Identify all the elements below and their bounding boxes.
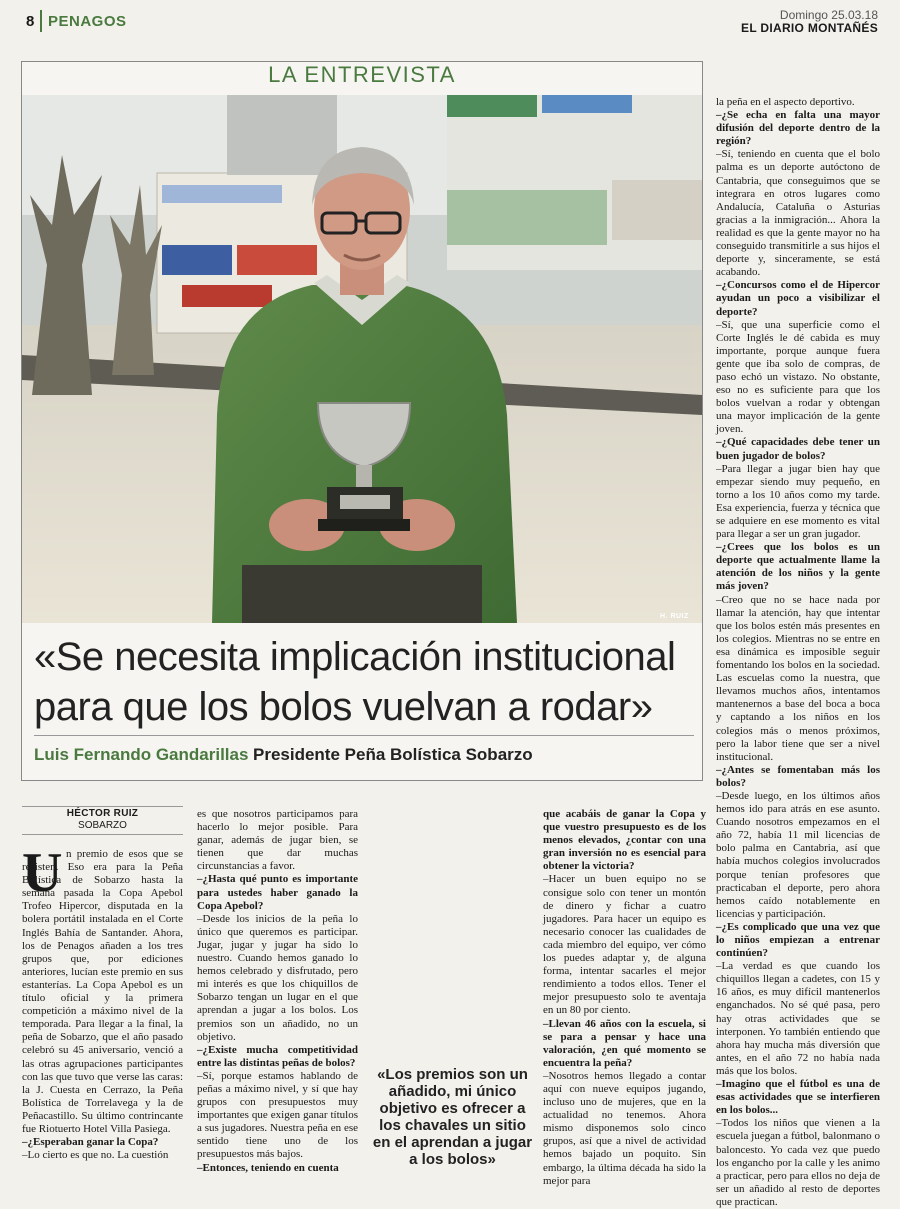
body-column-3 [543,808,706,1188]
pull-quote: «Los premios son un añadido, mi único objetivo es ofrecer a los chavales un sitio en el aprendan a jugar a los bolos» [372,1066,533,1168]
answer-paragraph: –Lo cierto es que no. La cuestión [22,1149,169,1162]
photo-credit: H. RUIZ [660,613,689,620]
headline-rule [34,735,694,736]
question-paragraph: –¿Existe mucha competitividad entre las distintas peñas de bolos? [197,1043,358,1069]
answer-paragraph: es que nosotros participamos para hacerlo lo mejor posible. Para ganar, además de jugar bien, se tienen que dar muchas circunstancias a favor. [197,808,358,873]
question-paragraph: –¿Es complicado que una vez que lo niños empiezan a entrenar continúen? [716,920,880,960]
section-kicker: LA ENTREVISTA [268,62,456,87]
interviewee-role: Presidente Peña Bolística Sobarzo [253,745,533,764]
headline [34,632,694,732]
question-paragraph: –Entonces, teniendo en cuenta [197,1161,339,1174]
answer-paragraph: –Sí, porque estamos hablando de peñas a máximo nivel, y sí que hay grupos con presupuestos muy importantes que exigen ganar títulos a sus jugadores. Nuestra peña en ese sentido tiene uno de los presupuestos más bajos. [197,1069,358,1161]
page-number: 8 [26,13,35,30]
answer-paragraph: –Sí, teniendo en cuenta que el bolo palma es un deporte autóctono de Cantabria, que conseguimos que se integrara en otros lugares como Andalucía, Cataluña o Asturias gracias a la inmigración... Ahora la realidad es que la gente mayor no ha conseguido transmitirle a sus hijos el deporte y, sinceramente, se está acabando. [716,148,880,279]
question-paragraph: –¿Crees que los bolos es un deporte que actualmente llame la atención de los niños y la gente más joven? [716,541,880,593]
answer-paragraph: –Todos los niños que vienen a la escuela juegan a fútbol, balonmano o baloncesto. Yo cada vez que puedo los engancho por la calle y les animo a practicar, pero para ellos no deja de ser un añadido al resto de deportes que practican. [716,1117,880,1208]
answer-paragraph: n premio de esos que se resisten. Eso era para la Peña Bolística de Sobarzo hasta la semana pasada la Copa Apebol Trofeo Hipercor, disputada en la bolera portátil instalada en el Corte Inglés Bahía de Santander. Ahora, los de Penagos añaden a los tres grupos que, por ediciones anteriores, lucían este premio en sus estanterías. La Copa Apebol es un título oficial y la primera competición a máximo nivel de la temporada. Para llegar a la final, la peña de Sobarzo, que el año pasado celebró su 45 aniversario, venció a las otras agrupaciones participantes con las que tuvo que verse las caras: la J. Cuesta en Cerrazo, la Peña Bolística de Torrelavega y la de Peñacastillo. Su último contrincante fue Riotuerto Hotel Villa Pasiega. [22,848,183,1135]
answer-paragraph: –Desde luego, en los últimos años hemos ido para atrás en ese asunto. Cuando nosotros empezamos en el año 72, había 11 mil licencias de bolo palma en Cantabria, así que había muchos colegios involucrados porque tenían profesores que practicaban el deporte, pero ahora hemos caído notablemente en licencias y participación. [716,789,880,920]
author-rule-bottom [22,834,183,835]
question-paragraph: –¿Antes se fomentaban más los bolos? [716,763,880,789]
headline-line-2: para que los bolos vuelvan a rodar» [34,685,653,729]
body-column-1 [22,842,183,1162]
drop-cap: U [22,842,63,904]
question-paragraph: –¿Hasta qué punto es importante para ustedes haber ganado la Copa Apebol? [197,873,358,912]
author-name: HÉCTOR RUIZ [66,808,139,819]
headline-line-1: «Se necesita implicación institucional [34,635,676,679]
answer-paragraph: –Nosotros hemos llegado a contar aquí con nueve equipos jugando, incluso uno de mujeres, que en la actualidad no tenemos. Ahora mismo disponemos solo cinco grupos, así que a nivel de actividad hemos bajado un poquito. Sin embargo, la última década ha sido la mejor para [543,1069,706,1187]
answer-paragraph: –Para llegar a jugar bien hay que empezar siendo muy pequeño, en torno a los 10 años como my tarde. Esa experiencia, fuerza y técnica que se adquiere en ese momento es vital para llegar a ser un gran jugador. [716,462,880,541]
header-divider [40,10,42,32]
question-paragraph: –Llevan 46 años con la escuela, si se para a pensar y hace una valoración, ¿en qué momento se encuentra la peña? [543,1017,706,1069]
section-name: PENAGOS [48,13,127,30]
author-rule-top [22,806,183,807]
question-paragraph: –¿Concursos como el de Hipercor ayudan un poco a visibilizar el deporte? [716,279,880,318]
question-paragraph: –¿Qué capacidades debe tener un buen jugador de bolos? [716,436,880,462]
interviewee-name: Luis Fernando Gandarillas [34,745,249,764]
answer-paragraph: –La verdad es que cuando los chiquillos llegan a cadetes, con 15 y 16 años, es muy difícil mantenerlos enganchados. No sé qué pasa, pero hay otras actividades que se interponen. Yo también entiendo que ahora hay mucha más diversión que antes, en el año 72 no había nada más que los bolos. [716,960,880,1077]
newspaper-name: EL DIARIO MONTAÑÉS [741,21,878,35]
author-location: SOBARZO [78,820,127,831]
issue-date: Domingo 25.03.18 [779,8,878,22]
answer-paragraph: –Desde los inicios de la peña lo único que queremos es participar. Jugar, jugar y jugar ha sido lo nuestro. Cuando hemos ganado lo hemos celebrado y disfrutado, pero mi interés es que los chiquillos de Sobarzo tengan un lugar en el que aprendan a jugar a los bolos. Los premios son un añadido, no un objetivo. [197,912,358,1043]
question-paragraph: que acabáis de ganar la Copa y que vuestro presupuesto es de los menos elevados, ¿contar con una gran inversión no es esencial para obtener la victoria? [543,808,706,873]
answer-paragraph: –Creo que no se hace nada por llamar la atención, hay que intentar que los bolos estén más presentes en los colegios. Mientras no se entre en esa dinámica es imposible seguir fomentando los bolos en la sociedad. Las escuelas como la nuestra, que llevamos muchos años, intentamos mantenernos a base del boca a boca y captando a los niños en los colegios más o menos próximos, pero la labor tiene que ser a nivel institucional. [716,593,880,763]
portrait-illustration [22,95,702,623]
interview-photo [22,95,702,623]
body-column-2 [197,808,358,1175]
answer-paragraph: la peña en el aspecto deportivo. [716,96,855,108]
question-paragraph: –Imagino que el fútbol es una de esas actividades que se interfieren en los bolos... [716,1078,880,1117]
body-column-4 [716,96,880,1209]
question-paragraph: –¿Se echa en falta una mayor difusión del deporte dentro de la región? [716,109,880,148]
answer-paragraph: –Hacer un buen equipo no se consigue solo con tener un montón de dinero y fichar a cuatro jugadores. Para hacer un equipo es necesario conocer las cualidades de cada miembro del equipo, ver cómo los puedes adaptar y, de alguna forma, intentar sacarles el mejor rendimiento a todos ellos. Tener el mejor presupuesto solo te aventaja en un 80 por ciento. [543,873,706,1017]
answer-paragraph: –Sí, que una superficie como el Corte Inglés le dé cabida es muy importante, porque aunque fuera gente que iba solo de compras, de paso echó un vistazo. No obstante, eso no es suficiente para que los bolos vuelvan a rodar y obtengan una mayor implicación de la gente joven. [716,318,880,436]
question-paragraph: –¿Esperaban ganar la Copa? [22,1136,159,1149]
